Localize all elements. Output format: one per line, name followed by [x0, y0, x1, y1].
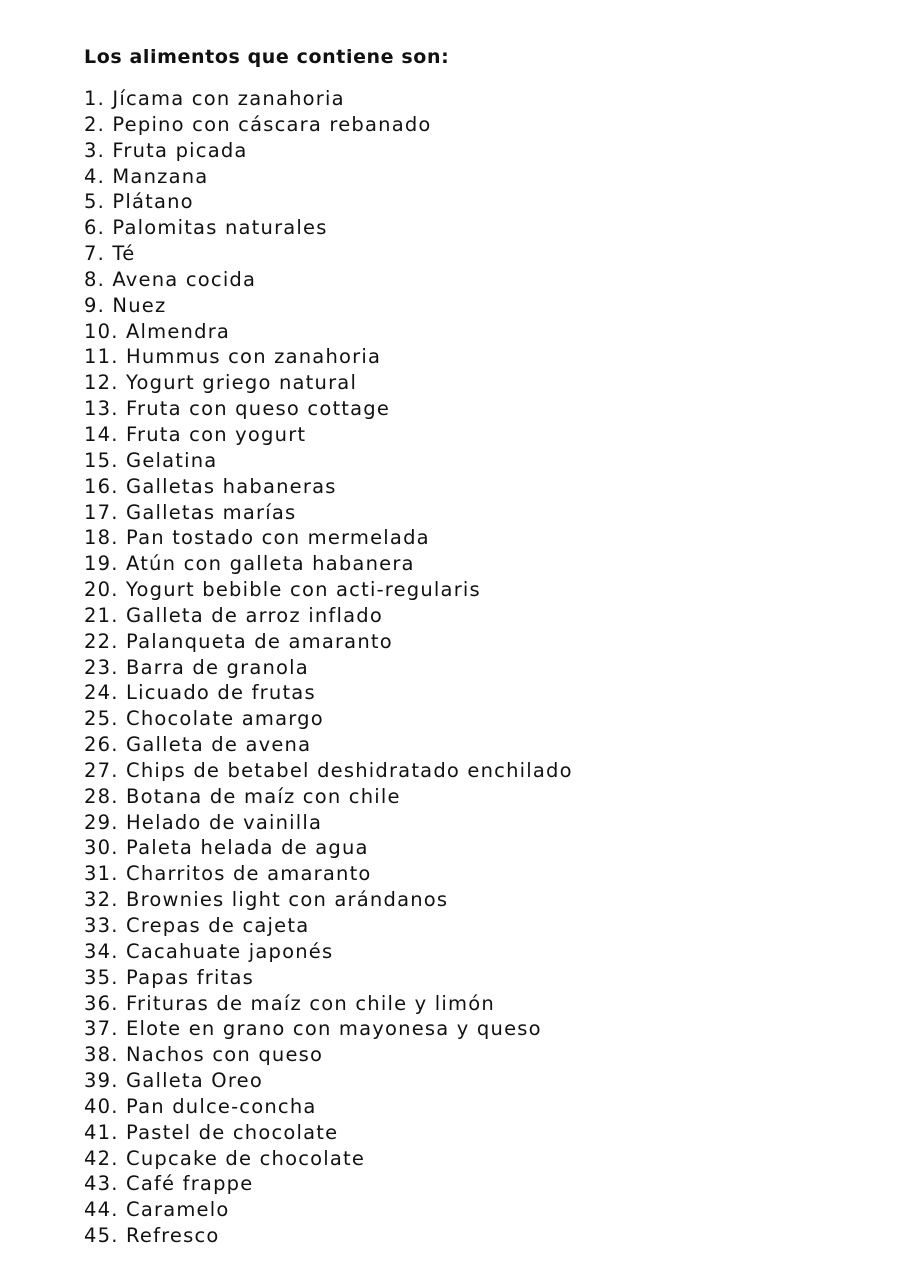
list-item: 4. Manzana — [84, 164, 209, 188]
list-item: 17. Galletas marías — [84, 500, 297, 524]
list-item: 15. Gelatina — [84, 448, 218, 472]
list-item: 30. Paleta helada de agua — [84, 836, 369, 860]
list-item: 41. Pastel de chocolate — [84, 1120, 339, 1144]
list-item: 28. Botana de maíz con chile — [84, 784, 401, 808]
list-item: 14. Fruta con yogurt — [84, 422, 307, 446]
list-item: 26. Galleta de avena — [84, 733, 312, 757]
list-item: 21. Galleta de arroz inflado — [84, 603, 383, 627]
list-item: 27. Chips de betabel deshidratado enchilado — [84, 758, 573, 782]
list-item: 5. Plátano — [84, 190, 194, 214]
list-item: 36. Frituras de maíz con chile y limón — [84, 991, 495, 1015]
list-item: 3. Fruta picada — [84, 138, 248, 162]
list-item: 8. Avena cocida — [84, 267, 257, 291]
list-item: 39. Galleta Oreo — [84, 1069, 263, 1093]
list-item: 11. Hummus con zanahoria — [84, 345, 382, 369]
list-item: 31. Charritos de amaranto — [84, 862, 372, 886]
list-item: 2. Pepino con cáscara rebanado — [84, 112, 432, 136]
list-item: 24. Licuado de frutas — [84, 681, 316, 705]
list-item: 7. Té — [84, 242, 136, 266]
food-list — [84, 86, 884, 1249]
list-item: 25. Chocolate amargo — [84, 707, 324, 731]
list-item: 32. Brownies light con arándanos — [84, 888, 449, 912]
list-item: 44. Caramelo — [84, 1198, 230, 1222]
list-item: 37. Elote en grano con mayonesa y queso — [84, 1017, 542, 1041]
list-item: 43. Café frappe — [84, 1172, 254, 1196]
list-item: 40. Pan dulce-concha — [84, 1094, 317, 1118]
list-item: 35. Papas fritas — [84, 965, 254, 989]
list-item: 34. Cacahuate japonés — [84, 939, 334, 963]
list-item: 18. Pan tostado con mermelada — [84, 526, 430, 550]
list-item: 45. Refresco — [84, 1224, 220, 1248]
list-item: 9. Nuez — [84, 293, 167, 317]
list-item: 19. Atún con galleta habanera — [84, 552, 415, 576]
list-item: 10. Almendra — [84, 319, 231, 343]
list-item: 42. Cupcake de chocolate — [84, 1146, 366, 1170]
list-item: 23. Barra de granola — [84, 655, 309, 679]
list-item: 20. Yogurt bebible con acti-regularis — [84, 578, 481, 602]
list-item: 12. Yogurt griego natural — [84, 371, 358, 395]
list-item: 1. Jícama con zanahoria — [84, 87, 345, 110]
list-item: 29. Helado de vainilla — [84, 810, 323, 834]
list-item: 16. Galletas habaneras — [84, 474, 337, 498]
list-item: 38. Nachos con queso — [84, 1043, 324, 1067]
list-item: 33. Crepas de cajeta — [84, 914, 310, 937]
list-item: 6. Palomitas naturales — [84, 216, 328, 240]
list-item: 13. Fruta con queso cottage — [84, 397, 391, 421]
list-heading: Los alimentos que contiene son: — [84, 46, 450, 68]
document-page — [84, 44, 884, 1249]
list-item: 22. Palanqueta de amaranto — [84, 629, 393, 653]
